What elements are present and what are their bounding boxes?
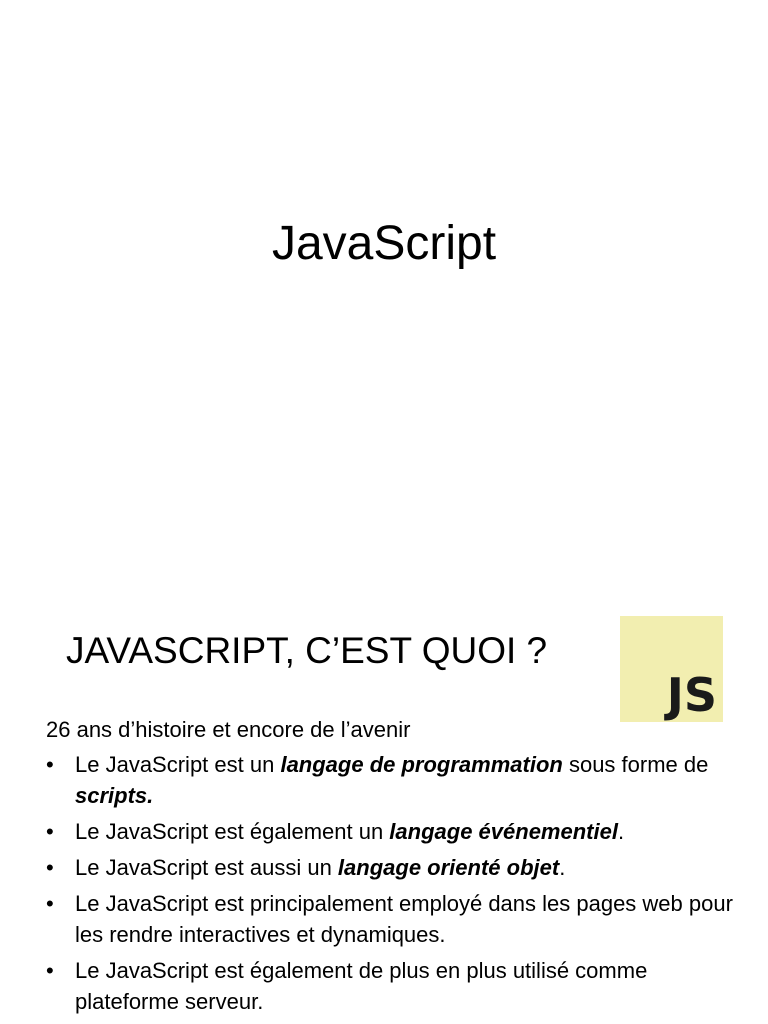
bullet-dot: •: [46, 752, 54, 777]
bullet-dot: •: [46, 891, 54, 916]
bullet-text: Le JavaScript est principalement employé dans les pages web pour les rendre interactives et dynamiques.: [75, 891, 733, 947]
bullet-item: [46, 816, 736, 847]
bullet-text: .: [559, 855, 566, 880]
bullet-text: Le JavaScript est également de plus en plus utilisé comme plateforme serveur.: [75, 958, 648, 1014]
js-logo-icon: [620, 616, 723, 722]
bullet-text: Le JavaScript est un: [75, 752, 281, 777]
intro-text: 26 ans d’histoire et encore de l’avenir: [46, 717, 411, 742]
bullet-list: [46, 749, 736, 1017]
bullet-emphasis: scripts.: [75, 783, 154, 808]
bullet-text: Le JavaScript est également un: [75, 819, 390, 844]
bullet-text: Le JavaScript est aussi un: [75, 855, 338, 880]
bullet-dot: •: [46, 958, 54, 983]
js-logo-text: JS: [666, 668, 717, 722]
bullet-text: .: [617, 819, 625, 844]
bullet-dot: •: [46, 819, 54, 844]
section-title: JAVASCRIPT, C’EST QUOI ?: [66, 630, 548, 671]
bullet-item: [46, 955, 736, 1017]
bullet-dot: •: [46, 855, 54, 880]
bullet-item: [46, 749, 736, 811]
slide-title: JavaScript: [271, 217, 497, 270]
bullet-emphasis: langage de programmation: [280, 752, 563, 777]
js-logo: [620, 616, 723, 722]
bullet-emphasis: langage orienté objet: [337, 855, 560, 880]
bullet-emphasis: langage événementiel: [389, 819, 618, 844]
bullet-item: [46, 852, 736, 883]
bullet-item: [46, 888, 736, 950]
slide-body: [46, 714, 736, 1022]
bullet-text: sous forme de: [562, 752, 709, 777]
